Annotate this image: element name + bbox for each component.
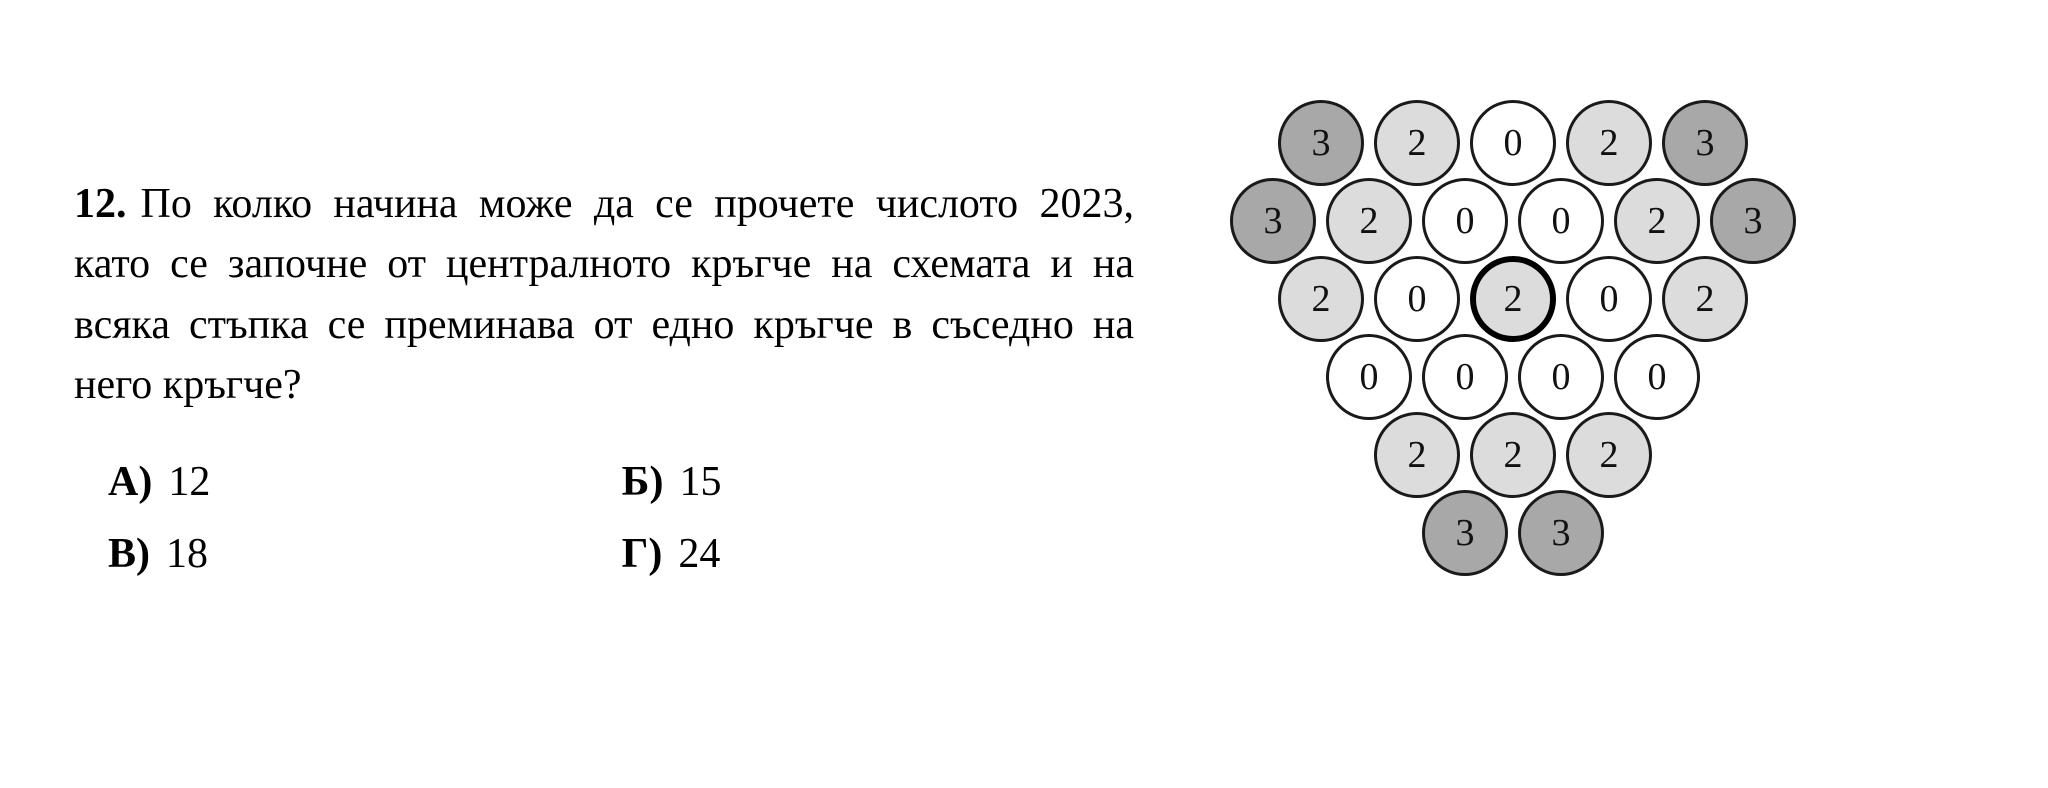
diagram-circle: 2 bbox=[1374, 100, 1460, 186]
choice-b[interactable] bbox=[600, 458, 1074, 506]
diagram-circle: 2 bbox=[1326, 178, 1412, 264]
diagram-circle: 3 bbox=[1662, 100, 1748, 186]
diagram-circle: 0 bbox=[1566, 256, 1652, 342]
diagram-circle: 2 bbox=[1566, 412, 1652, 498]
diagram-center-circle: 2 bbox=[1470, 256, 1556, 342]
diagram-circle: 2 bbox=[1278, 256, 1364, 342]
diagram-circle: 2 bbox=[1470, 412, 1556, 498]
choice-g[interactable] bbox=[600, 530, 1074, 578]
choice-v-letter: В) bbox=[108, 530, 150, 577]
diagram-circle: 0 bbox=[1374, 256, 1460, 342]
choice-v[interactable] bbox=[74, 530, 600, 578]
problem-block bbox=[74, 132, 1134, 602]
diagram-circle: 0 bbox=[1518, 178, 1604, 264]
diagram-circle: 2 bbox=[1614, 178, 1700, 264]
diagram-circle: 2 bbox=[1374, 412, 1460, 498]
diagram-circle: 2 bbox=[1566, 100, 1652, 186]
choice-g-letter: Г) bbox=[621, 530, 663, 577]
diagram-circle: 3 bbox=[1278, 100, 1364, 186]
diagram-circle: 0 bbox=[1326, 334, 1412, 420]
diagram-circle: 0 bbox=[1470, 100, 1556, 186]
number-triangle-diagram bbox=[1230, 100, 1930, 700]
diagram-circle: 3 bbox=[1230, 178, 1316, 264]
diagram-circle: 0 bbox=[1518, 334, 1604, 420]
problem-text: По колко начина може да се прочете числото 2023, като се започне от централното кръгче на схемата и на всяка стъпка се преминава от едно кръгче в съседно на него кръгче? bbox=[74, 181, 1134, 409]
diagram-circle: 0 bbox=[1422, 178, 1508, 264]
choice-b-letter: Б) bbox=[621, 458, 664, 505]
answer-choices bbox=[74, 458, 1074, 578]
choice-a-value: 12 bbox=[168, 458, 211, 505]
diagram-circle: 2 bbox=[1662, 256, 1748, 342]
choice-g-value: 24 bbox=[678, 530, 721, 577]
problem-number: 12. bbox=[74, 181, 127, 227]
choice-a-letter: А) bbox=[108, 458, 153, 505]
choice-b-value: 15 bbox=[679, 458, 722, 505]
choice-a[interactable] bbox=[74, 458, 600, 506]
diagram-circle: 3 bbox=[1422, 490, 1508, 576]
diagram-circle: 3 bbox=[1518, 490, 1604, 576]
choice-row bbox=[74, 530, 1074, 578]
problem-statement bbox=[74, 174, 1134, 416]
diagram-circle: 3 bbox=[1710, 178, 1796, 264]
diagram-circle: 0 bbox=[1422, 334, 1508, 420]
choice-row bbox=[74, 458, 1074, 506]
choice-v-value: 18 bbox=[166, 530, 208, 577]
diagram-circle: 0 bbox=[1614, 334, 1700, 420]
